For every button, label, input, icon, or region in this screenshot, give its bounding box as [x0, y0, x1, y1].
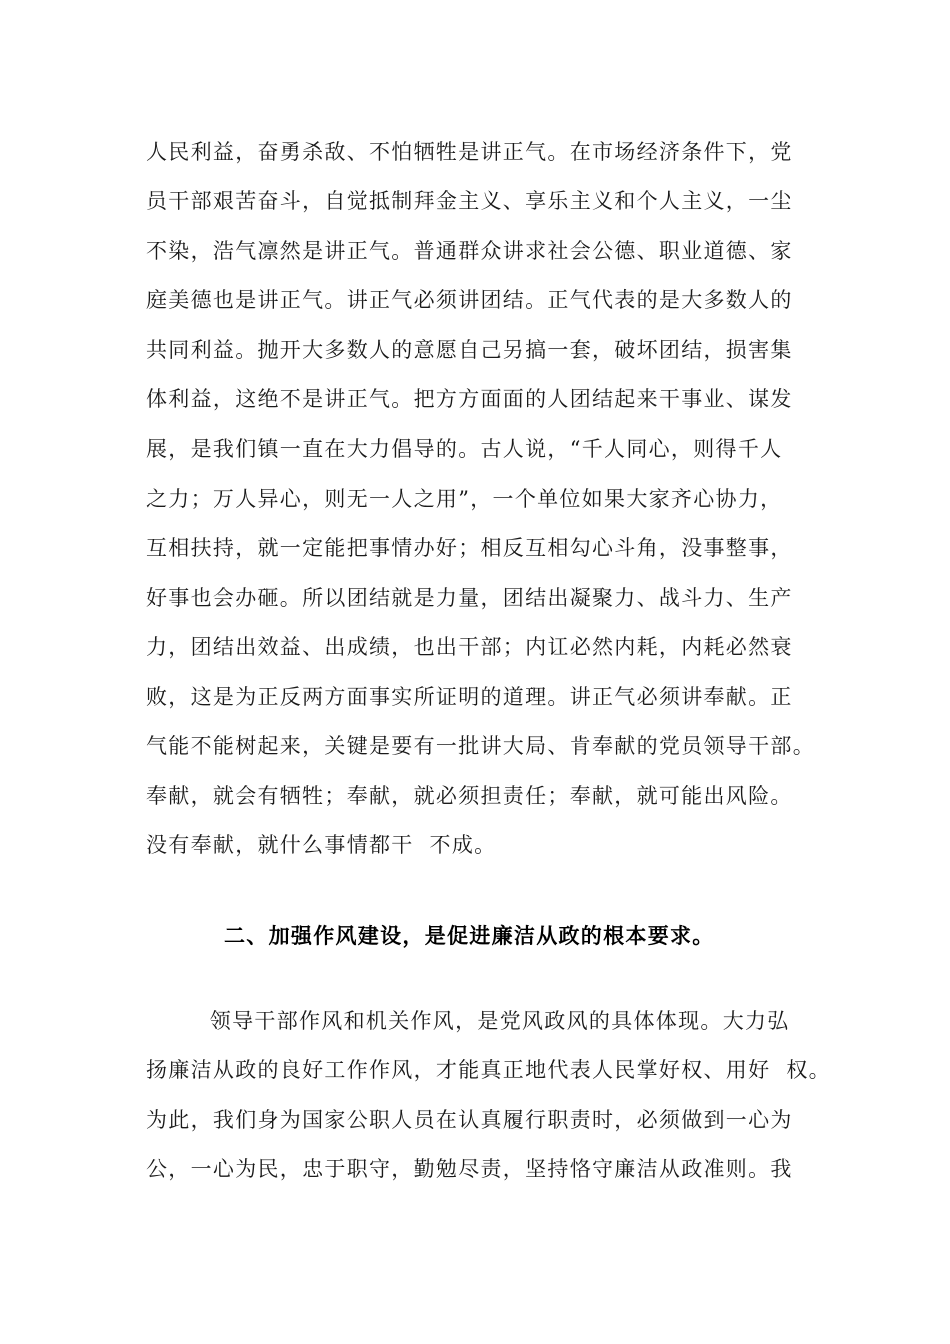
paragraph-line: 体利益，这绝不是讲正气。把方方面面的人团结起来干事业、谋发: [146, 387, 793, 411]
section-heading: 二、加强作风建设，是促进廉洁从政的根本要求。: [224, 924, 715, 948]
paragraph-line: 不染，浩气凛然是讲正气。普通群众讲求社会公德、职业道德、家: [146, 239, 793, 263]
paragraph-line: 员干部艰苦奋斗，自觉抵制拜金主义、享乐主义和个人主义，一尘: [146, 189, 793, 213]
paragraph-line: 领导干部作风和机关作风，是党风政风的具体体现。大力弘: [146, 1009, 790, 1033]
paragraph-line: 气能不能树起来，关键是要有一批讲大局、肯奉献的党员领导干部。: [146, 734, 815, 758]
paragraph-line: 共同利益。抛开大多数人的意愿自己另搞一套，破坏团结，损害集: [146, 338, 793, 362]
paragraph-line: 扬廉洁从政的良好工作作风，才能真正地代表人民掌好权、用好 权。: [146, 1058, 831, 1082]
paragraph-line: 公，一心为民，忠于职守，勤勉尽责，坚持恪守廉洁从政准则。我: [146, 1157, 793, 1181]
paragraph-line: 人民利益，奋勇杀敌、不怕牺牲是讲正气。在市场经济条件下，党: [146, 140, 793, 164]
paragraph-line: 庭美德也是讲正气。讲正气必须讲团结。正气代表的是大多数人的: [146, 288, 793, 312]
paragraph-line: 好事也会办砸。所以团结就是力量，团结出凝聚力、战斗力、生产: [146, 586, 793, 610]
paragraph-line: 展，是我们镇一直在大力倡导的。古人说，“千人同心，则得千人: [146, 437, 783, 461]
paragraph-line: 没有奉献，就什么事情都干 不成。: [146, 833, 497, 857]
paragraph-line: 奉献，就会有牺牲；奉献，就必须担责任；奉献，就可能出风险。: [146, 784, 793, 808]
paragraph-line: 败，这是为正反两方面事实所证明的道理。讲正气必须讲奉献。正: [146, 685, 793, 709]
paragraph-line: 互相扶持，就一定能把事情办好；相反互相勾心斗角，没事整事，: [146, 536, 793, 560]
paragraph-line: 为此，我们身为国家公职人员在认真履行职责时，必须做到一心为: [146, 1108, 793, 1132]
paragraph-line: 之力；万人异心，则无一人之用”，一个单位如果大家齐心协力，: [146, 487, 783, 511]
paragraph-line: 力，团结出效益、出成绩，也出干部；内讧必然内耗，内耗必然衰: [146, 635, 793, 659]
